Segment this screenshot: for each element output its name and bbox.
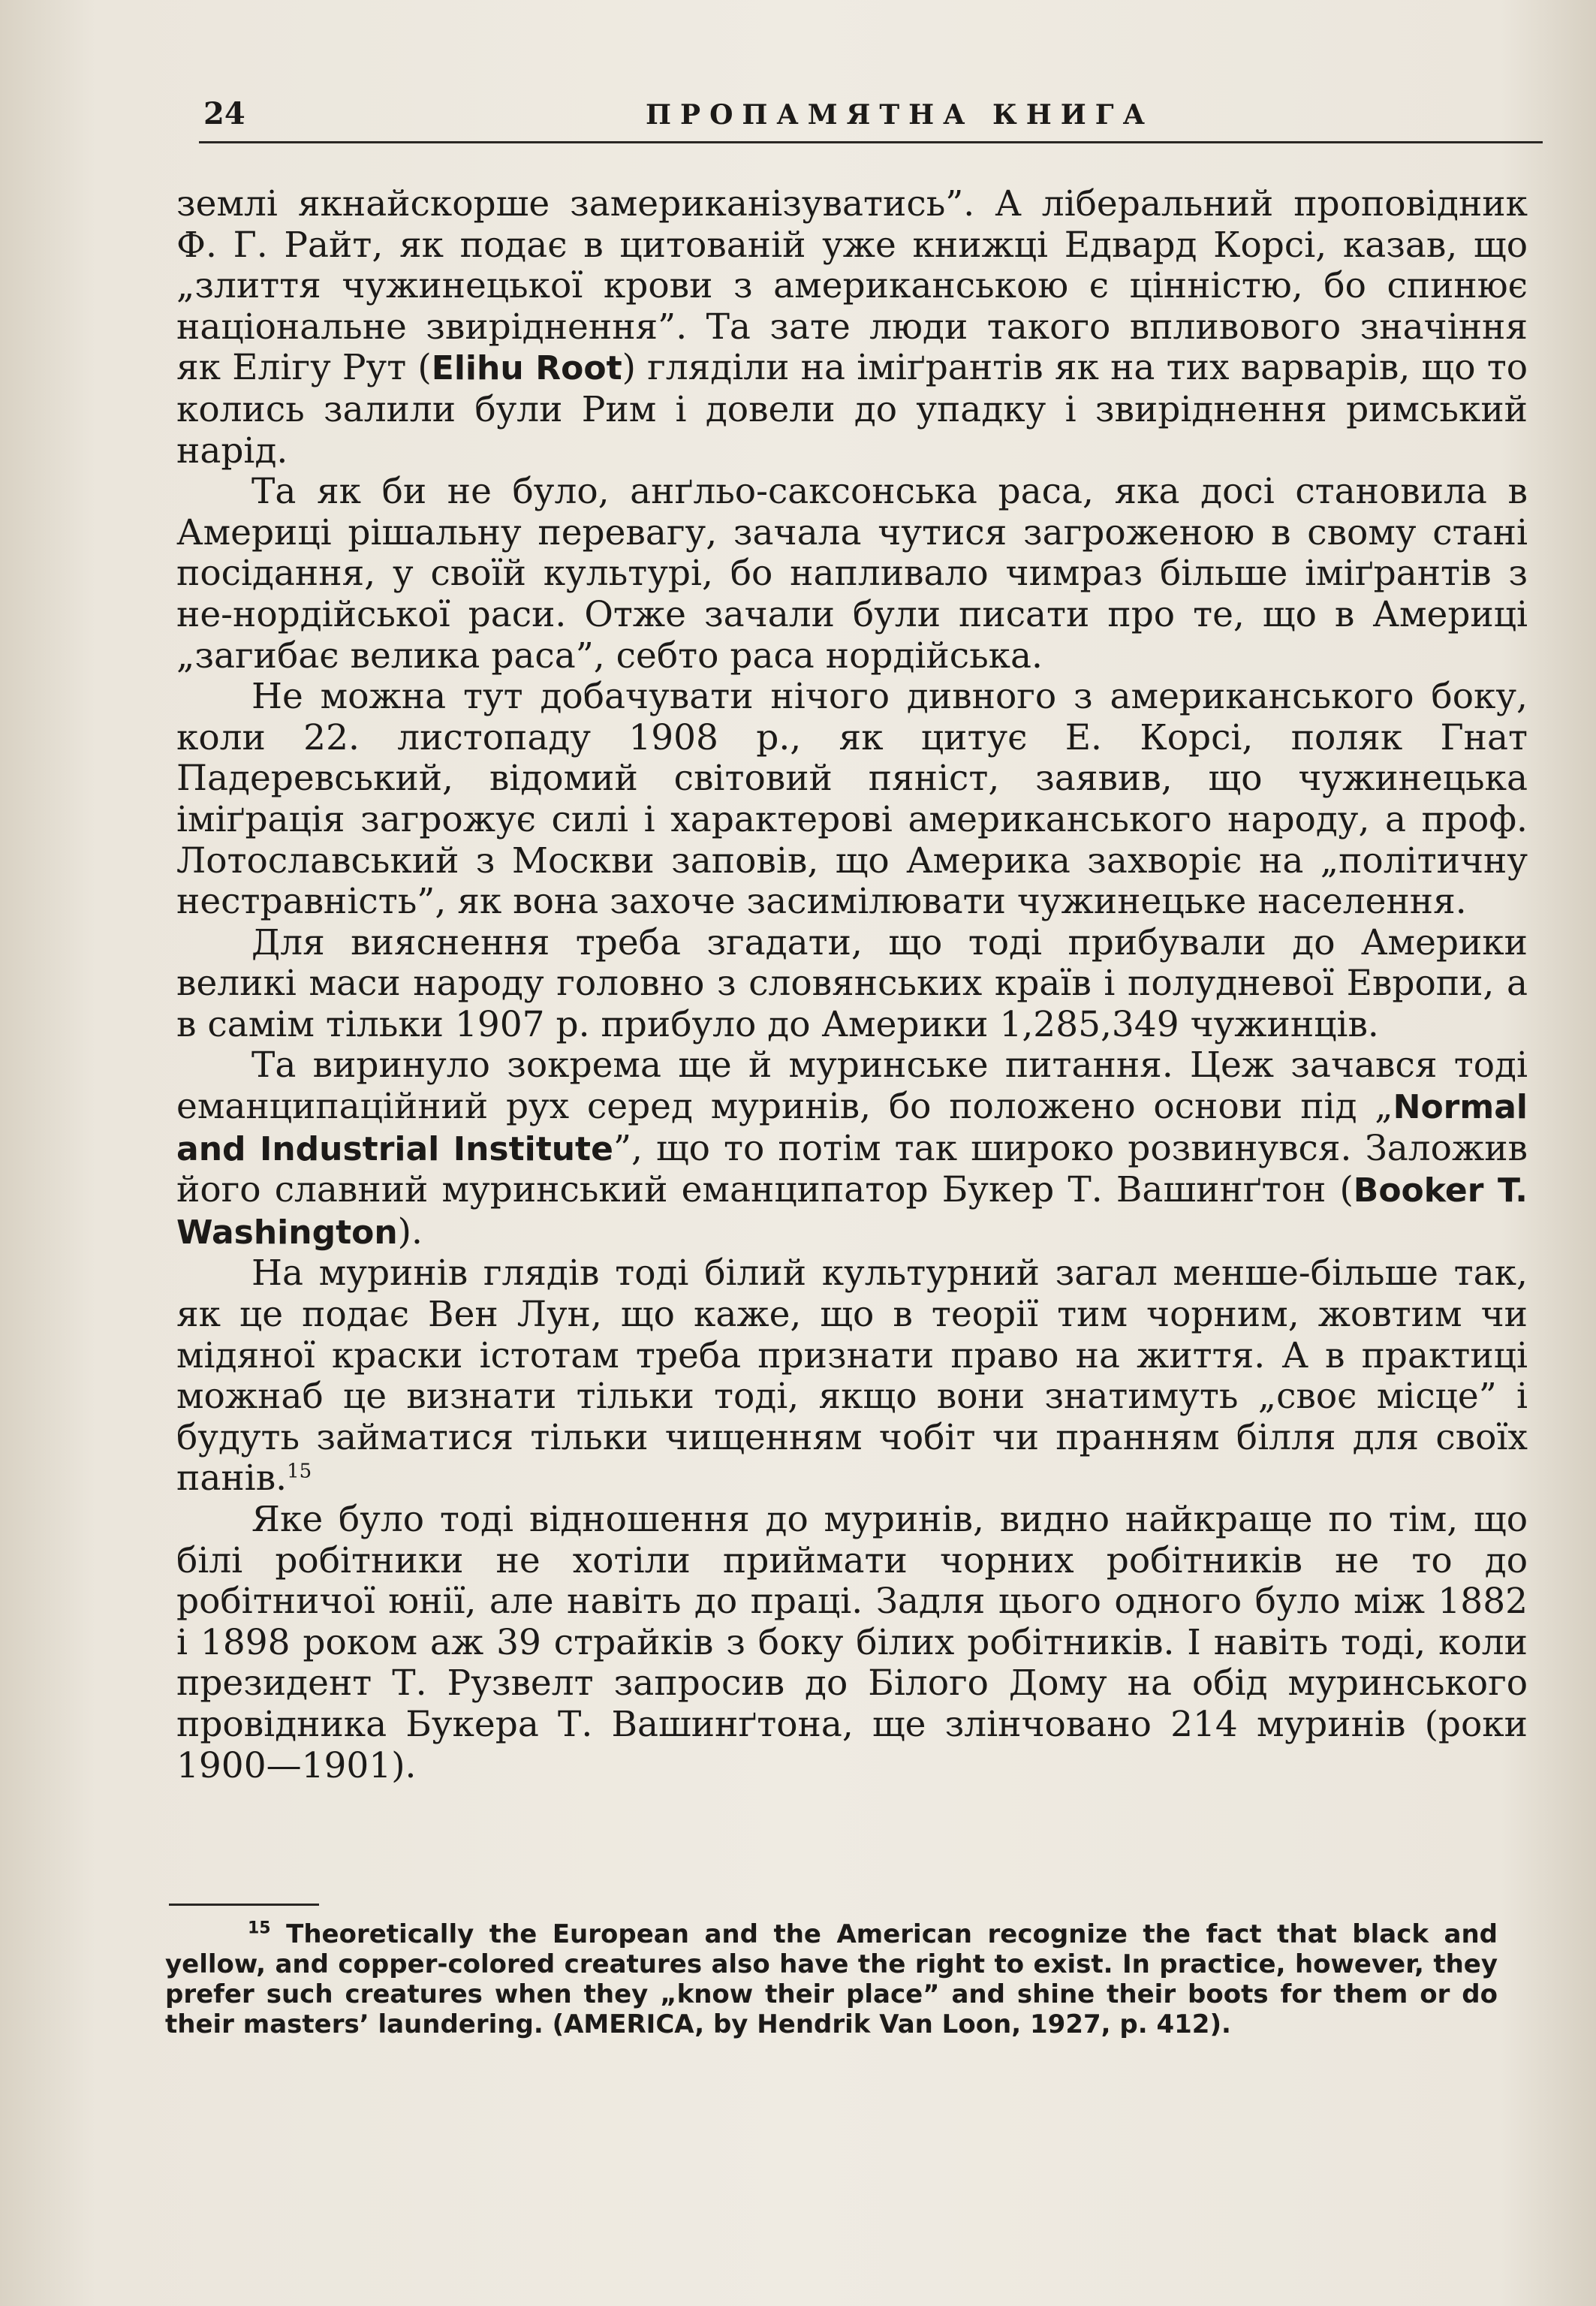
paragraph bbox=[176, 1045, 1528, 1253]
paragraph-text: Та виринуло зокрема ще й муринське питання. Цеж зачався тоді еманципаційний рух серед муринів, бо положено основи під „ bbox=[176, 1044, 1528, 1128]
paragraph bbox=[176, 1500, 1528, 1786]
paragraph-text: ”, що то потім так широко розвинувся. Заложив його славний муринський еманципатор Букер Т. Вашинґтон ( bbox=[176, 1127, 1528, 1211]
paragraph-text: ) гляділи на іміґрантів як на тих варварів, що то колись залили були Рим і довели до упадку і звиріднення римський нарід. bbox=[176, 347, 1528, 472]
paragraph-text: На муринів глядів тоді білий культурний загал менше-більше так, як це подає Вен Лун, що каже, що в теорії тим чорним, жовтим чи мідяної краски істотам треба признати право на життя. А в практиці можнаб це визнати тільки тоді, якщо вони знатимуть „своє місце” і будуть займатися тільки чищенням чобіт чи пранням білля для своїх панів. bbox=[176, 1252, 1528, 1500]
page-header bbox=[199, 89, 1543, 143]
paragraph-text: Яке було тоді відношення до муринів, видно найкраще по тім, що білі робітники не хотіли приймати чорних робітників не то до робітничої юнії, але навіть до праці. Задля цього одного було між 1882 і 1898 роком аж 39 страйків з боку білих робітників. І навіть тоді, коли президент Т. Рузвелт запросив до Білого Дому на обід муринського провідника Букера Т. Вашинґтона, ще злінчовано 214 муринів (роки 1900—1901). bbox=[176, 1499, 1528, 1786]
footnote-divider bbox=[169, 1904, 319, 1906]
paragraph bbox=[176, 923, 1528, 1046]
page-number: 24 bbox=[203, 96, 245, 131]
paragraph bbox=[176, 472, 1528, 677]
latin-term: Normal and Industrial Institute bbox=[176, 1088, 1528, 1168]
paragraph bbox=[176, 184, 1528, 472]
footnote-text: Theoretically the European and the American recognize the fact that black and yellow, and copper-colored creatures also have the right to exist. In practice, however, they prefer such creatures when they „know their place” and shine their boots for them or do their masters’ laundering. (AMERICA, by Hendrik Van Loon, 1927, p. 412). bbox=[165, 1919, 1498, 2039]
body-text bbox=[176, 184, 1528, 1786]
paragraph bbox=[176, 677, 1528, 923]
footnote bbox=[165, 1919, 1498, 2039]
latin-term: Booker T. Washington bbox=[176, 1171, 1528, 1252]
paragraph-text: Для вияснення треба згадати, що тоді прибували до Америки великі маси народу головно з словянських країв і полудневої Европи, а в самім тільки 1907 р. прибуло до Америки 1,285,349 чужинців. bbox=[176, 921, 1528, 1045]
running-title: ПРОПАМЯТНА КНИГА bbox=[646, 99, 1154, 131]
latin-term: Elihu Root bbox=[431, 349, 622, 388]
paragraph-text: землі якнайскорше замериканізуватись”. А ліберальний проповідник Ф. Г. Райт, як подає в цитованій уже книжці Едвард Корсі, казав, що „злиття чужинецької крови з американською є цінністю, бо спинює національне звиріднення”. Та зате люди такого впливового значіння як Елігу Рут ( bbox=[176, 183, 1528, 389]
footnote-reference: 15 bbox=[287, 1460, 312, 1483]
paragraph bbox=[176, 1253, 1528, 1500]
paragraph-text: ). bbox=[397, 1210, 423, 1252]
paragraph-text: Та як би не було, анґльо-саксонська раса, яка досі становила в Америці рішальну перевагу, зачала чутися загроженою в свому стані посідання, у своїй культурі, бо напливало чимраз більше іміґрантів з не-нордійської раси. Отже зачали були писати про те, що в Америці „загибає велика раса”, себто раса нордійська. bbox=[176, 471, 1528, 677]
paragraph-text: Не можна тут добачувати нічого дивного з американського боку, коли 22. листопаду 1908 р., як цитує Е. Корсі, поляк Гнат Падеревський, відомий світовий пяніст, заявив, що чужинецька іміґрація загрожує силі і характерові американського народу, а проф. Лотославський з Москви заповів, що Америка захворіє на „політичну нестравність”, як вона захоче засимілювати чужинецьке населення. bbox=[176, 676, 1528, 923]
footnote-number: 15 bbox=[248, 1919, 271, 1938]
